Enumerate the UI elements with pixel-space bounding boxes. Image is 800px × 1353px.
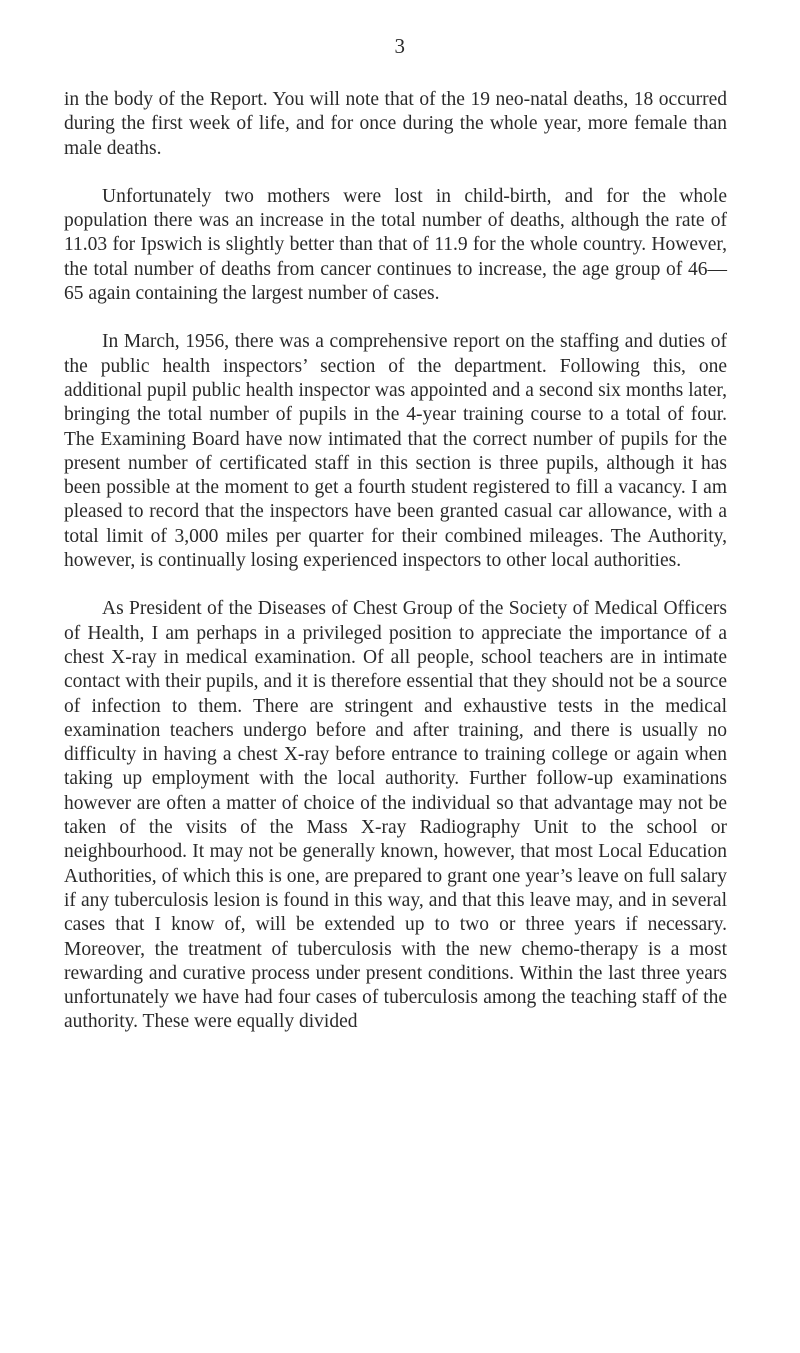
paragraph-mortality: Unfortunately two mothers were lost in child-birth, and for the whole population there was an increase in the total number of deaths, although the rate of 11.03 for Ipswich is slightly better than that of 11.9 for the whole country. However, the total number of deaths from cancer continues to increase, the age group of 46—65 again containing the largest number of cases.	[64, 185, 727, 305]
paragraph-neonatal-deaths: in the body of the Report. You will note that of the 19 neo-natal deaths, 18 occurred during the first week of life, and for once during the whole year, more female than male deaths.	[64, 89, 727, 159]
paragraph-public-health-inspectors: In March, 1956, there was a comprehensive report on the staffing and duties of the public health inspectors’ section of the department. Following this, one additional pupil public health inspector was appointed and a second six months later, bringing the total number of pupils in the 4-year training course to a total of four. The Examining Board have now intimated that the correct number of pupils for the present number of certificated staff in this section is three pupils, although it has been possible at the moment to get a fourth student registered to fill a vacancy. I am pleased to record that the inspectors have been granted casual car allowance, with a total limit of 3,000 miles per quarter for their combined mileages. The Authority, however, is continually losing experienced inspectors to other local authorities.	[64, 331, 727, 572]
report-body	[64, 88, 727, 1035]
paragraph-chest-xray-teachers: As President of the Diseases of Chest Group of the Society of Medical Officers of Health, I am perhaps in a privileged position to appreciate the importance of a chest X-ray in medical examination. Of all people, school teachers are in intimate contact with their pupils, and it is therefore essential that they should not be a source of infection to them. There are stringent and exhaustive tests in the medical examination teachers undergo before and after training, and there is usually no difficulty in having a chest X-ray before entrance to training college or again when taking up employment with the local authority. Further follow-up examinations however are often a matter of choice of the individual so that advantage may not be taken of the visits of the Mass X-ray Radiography Unit to the school or neighbourhood. It may not be generally known, however, that most Local Education Authorities, of which this is one, are prepared to grant one year’s leave on full salary if any tuberculosis lesion is found in this way, and that this leave may, and in several cases that I know of, will be extended up to two or three years if necessary. Moreover, the treatment of tuberculosis with the new chemo-therapy is a most rewarding and curative process under present conditions. Within the last three years unfortunately we have had four cases of tuberculosis among the teaching staff of the authority. These were equally divided	[64, 598, 727, 1033]
page-number: 3	[394, 34, 406, 58]
